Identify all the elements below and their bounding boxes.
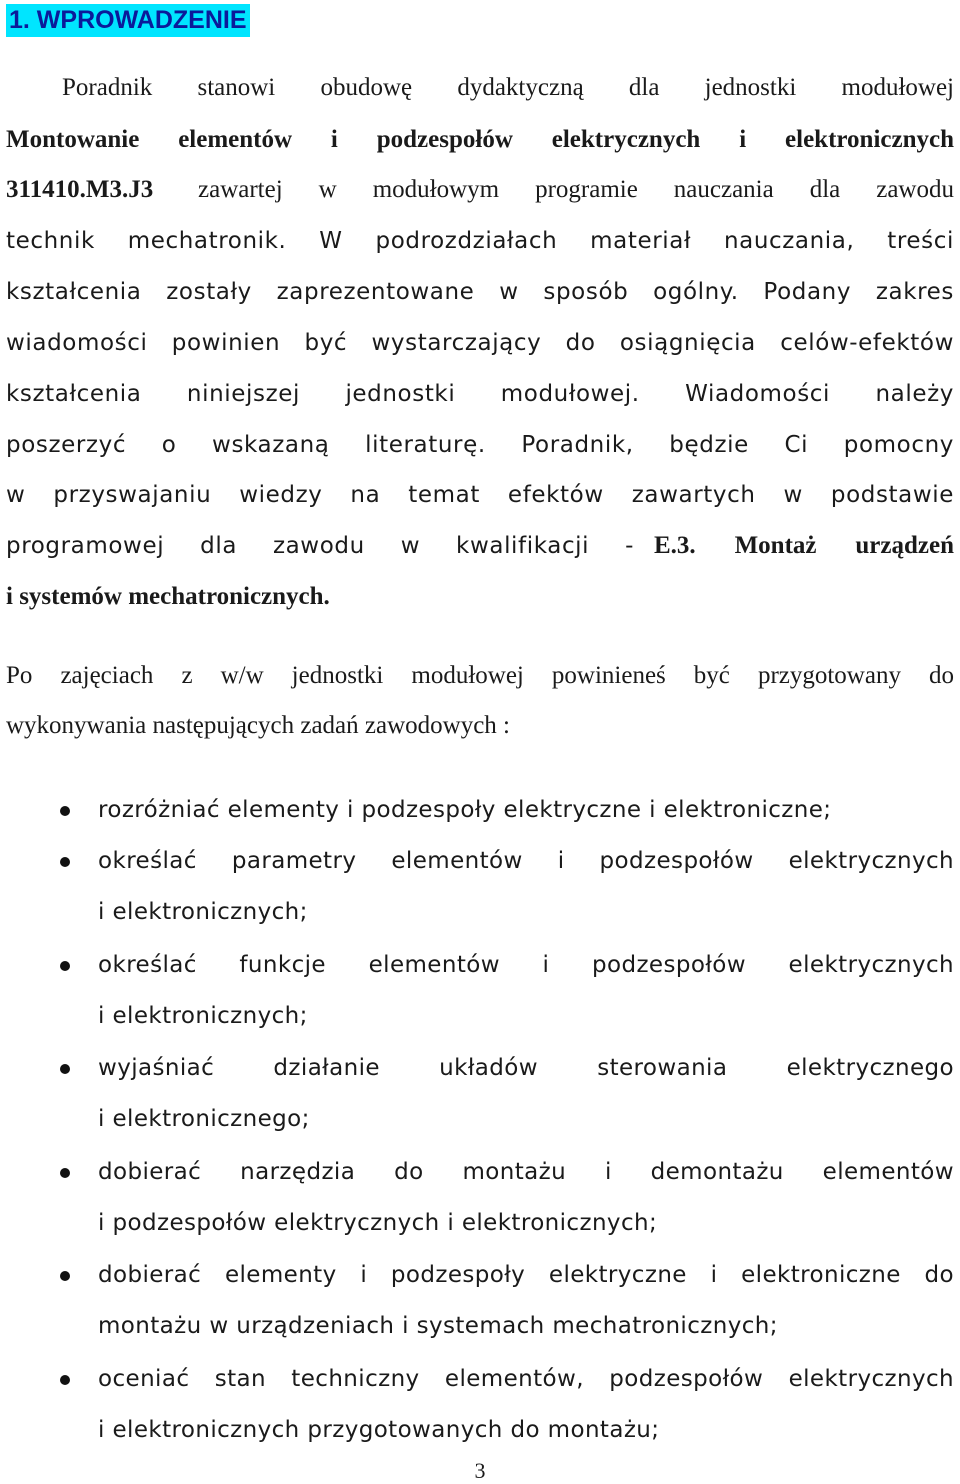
list-item-continuation: i elektronicznych przygotowanych do montażu; xyxy=(98,1417,660,1443)
list-item: dobierać elementy i podzespoły elektryczne i elektroniczne do xyxy=(98,1262,954,1288)
intro-line-1: Poradnik stanowi obudowę dydaktyczną dla jednostki modułowej xyxy=(62,74,954,101)
tasks-intro-line-1: Po zajęciach z w/w jednostki modułowej powinieneś być przygotowany do xyxy=(6,662,954,689)
bullet-dot xyxy=(60,1271,70,1281)
section-heading: 1. WPROWADZENIE xyxy=(6,4,250,37)
list-item-continuation: i elektronicznych; xyxy=(98,899,308,925)
list-item-continuation: montażu w urządzeniach i systemach mechatronicznych; xyxy=(98,1313,778,1339)
intro-line-2: Montowanie elementów i podzespołów elektrycznych i elektronicznych xyxy=(6,126,954,153)
intro-line-7: kształcenia niniejszej jednostki modułowej. Wiadomości należy xyxy=(6,381,954,407)
list-item: określać funkcje elementów i podzespołów elektrycznych xyxy=(98,952,954,978)
intro-line-9: w przyswajaniu wiedzy na temat efektów zawartych w podstawie xyxy=(6,482,954,508)
bullet-dot xyxy=(60,857,70,867)
bullet-dot xyxy=(60,961,70,971)
tasks-intro-line-2: wykonywania następujących zadań zawodowych : xyxy=(6,712,510,739)
list-item: rozróżniać elementy i podzespoły elektryczne i elektroniczne; xyxy=(98,797,832,823)
list-item: określać parametry elementów i podzespołów elektrycznych xyxy=(98,848,954,874)
intro-line-3 xyxy=(6,170,954,210)
intro-line-10-text: programowej dla zawodu w kwalifikacji - xyxy=(6,533,634,559)
intro-line-5: kształcenia zostały zaprezentowane w sposób ogólny. Podany zakres xyxy=(6,279,954,305)
list-item-continuation: i elektronicznego; xyxy=(98,1106,310,1132)
module-code: 311410.M3.J3 xyxy=(6,176,154,203)
list-item-continuation: i podzespołów elektrycznych i elektronicznych; xyxy=(98,1210,658,1236)
intro-line-4: technik mechatronik. W podrozdziałach materiał nauczania, treści xyxy=(6,228,954,254)
intro-line-11: i systemów mechatronicznych. xyxy=(6,583,330,610)
bullet-dot xyxy=(60,1375,70,1385)
intro-line-3-text: zawartej w modułowym programie nauczania dla zawodu xyxy=(198,176,954,203)
list-item: dobierać narzędzia do montażu i demontażu elementów xyxy=(98,1159,954,1185)
page-number: 3 xyxy=(474,1458,486,1483)
qualification-name: E.3. Montaż urządzeń xyxy=(654,532,954,559)
intro-line-10 xyxy=(6,526,954,566)
intro-line-8: poszerzyć o wskazaną literaturę. Poradnik, będzie Ci pomocny xyxy=(6,432,954,458)
list-item: oceniać stan techniczny elementów, podzespołów elektrycznych xyxy=(98,1366,954,1392)
bullet-dot xyxy=(60,806,70,816)
list-item-continuation: i elektronicznych; xyxy=(98,1003,308,1029)
intro-line-6: wiadomości powinien być wystarczający do osiągnięcia celów-efektów xyxy=(6,330,954,356)
bullet-dot xyxy=(60,1064,70,1074)
bullet-dot xyxy=(60,1168,70,1178)
list-item: wyjaśniać działanie układów sterowania elektrycznego xyxy=(98,1055,954,1081)
